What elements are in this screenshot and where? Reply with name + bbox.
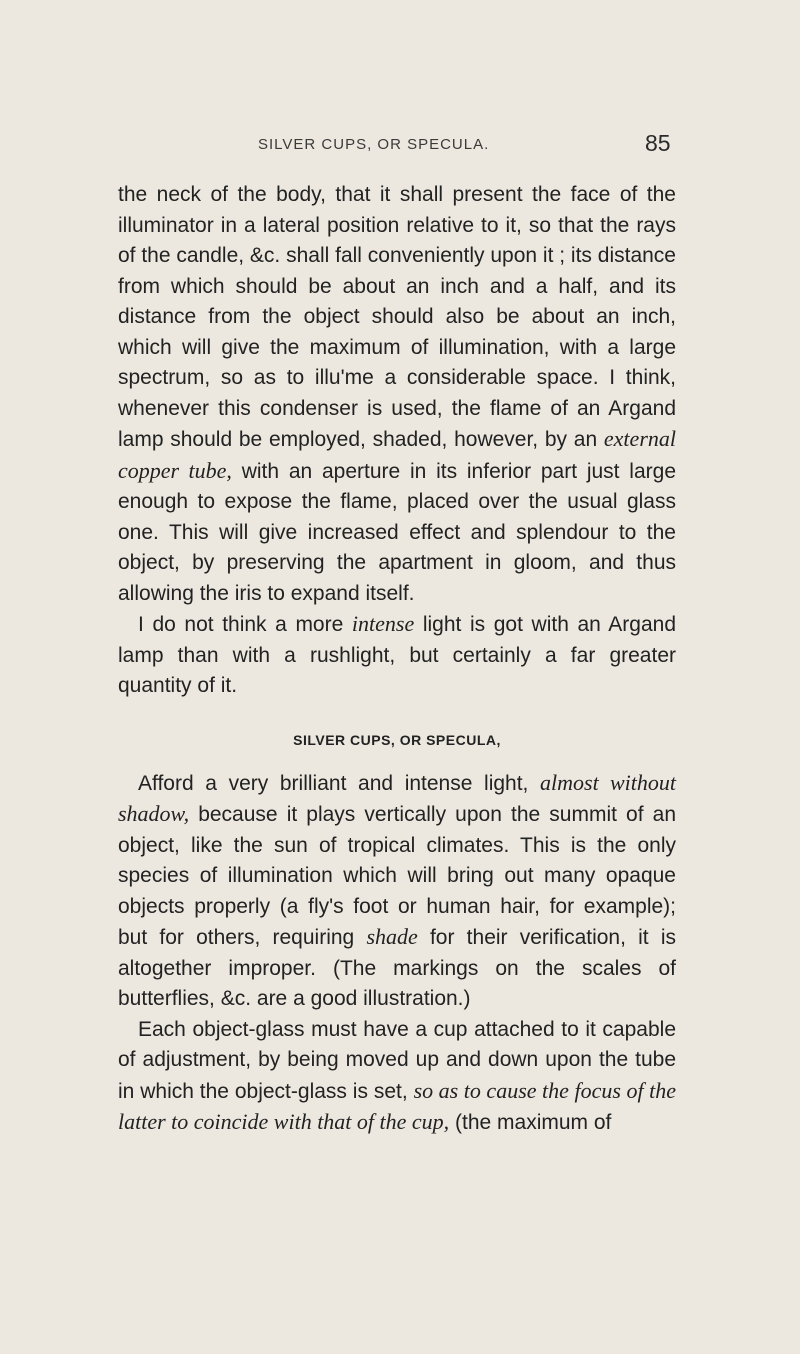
- paragraph-specula-light: Afford a very brilliant and intense light, almost without shadow, because it plays vertically upon the summit of an object, like the sun of tropical climates. This is the only species of illumination which will bring out many opaque objects properly (a fly's foot or human hair, for example); but for others, requiring shade for their verification, it is altogether improper. (The markings on the scales of butterflies, &c. are a good illustration.): [118, 769, 677, 1010]
- section-heading: SILVER CUPS, OR SPECULA,: [293, 731, 501, 748]
- body-text: [118, 180, 676, 1139]
- page-number: 85: [645, 130, 671, 156]
- paragraph-condenser-placement: the neck of the body, that it shall present the face of the illuminator in a lateral position relative to it, so that the rays of the candle, &c. shall fall conveniently upon it ; its distance from which should be about an inch and a half, and its distance from the object should also be about an inch, which will give the maximum of illumination, with a large spectrum, so as to illu'me a considerable space. I think, whenever this condenser is used, the flame of an Argand lamp should be employed, shaded, however, by an external copper tube, with an aperture in its inferior part just large enough to expose the flame, placed over the usual glass one. This will give increased effect and splendour to the object, by preserving the apartment in gloom, and thus allowing the iris to expand itself.: [118, 183, 676, 605]
- page-header: [0, 130, 800, 170]
- paragraph-argand-lamp: I do not think a more intense light is got with an Argand lamp than with a rushlight, but certainly a far greater quantity of it.: [118, 611, 677, 697]
- paragraph-object-glass-cup: Each object-glass must have a cup attached to it capable of adjustment, by being moved up and down upon the tube in which the object-glass is set, so as to cause the focus of the latter to coincide with that of the cup, (the maximum of: [118, 1017, 676, 1134]
- running-head: SILVER CUPS, OR SPECULA.: [258, 136, 490, 153]
